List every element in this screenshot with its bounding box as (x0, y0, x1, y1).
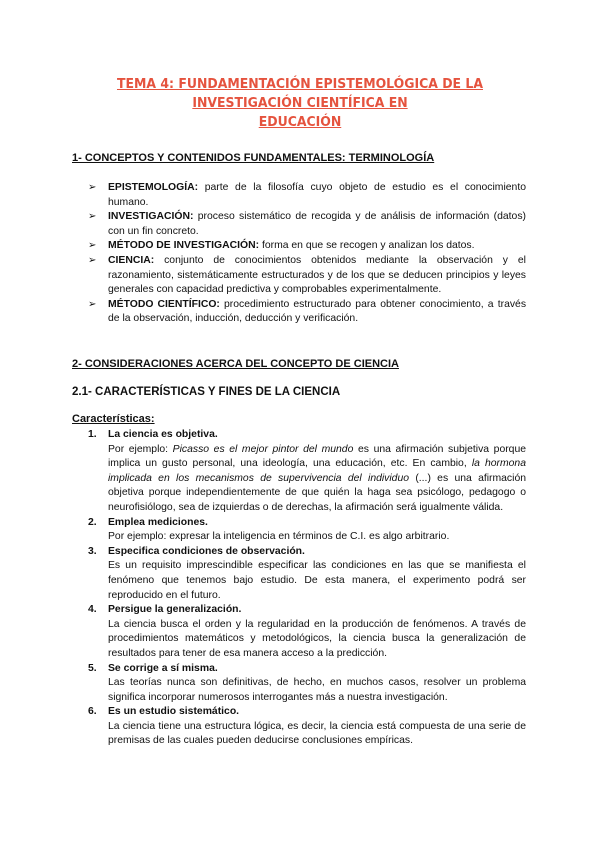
definition: proceso sistemático de recogida y de análisis de información (datos) con un fin concreto. (108, 211, 526, 237)
document-title (77, 75, 523, 132)
text-run: Por ejemplo: (108, 443, 173, 455)
list-item (88, 516, 526, 545)
definition: parte de la filosofía cuyo objeto de estudio es el conocimiento humano. (108, 182, 526, 208)
definition: procedimiento estructurado para obtener conocimiento, a través de la observación, inducción, deducción y verificación. (108, 298, 527, 325)
item-title: Emplea mediciones. (108, 516, 208, 528)
item-title: Es un estudio sistemático. (108, 706, 240, 718)
list-item (88, 428, 526, 516)
text-run: (...) es una afirmación objetiva porque independientemente de que quién la haga sea psicólogo, pedagogo o neurofisiólogo, sea de izquierdas o de derechas, la afirmación será igualmente válida. (108, 472, 526, 513)
definition: conjunto de conocimientos obtenidos mediante la observación y el razonamiento, sistemáticamente estructurados y de los que se deducen principios y leyes generales con capacidad predictiva y comprobables experimentalmente. (108, 254, 526, 296)
list-item (88, 254, 526, 298)
section-2-1-heading: 2.1- CARACTERÍSTICAS Y FINES DE LA CIENCIA (72, 386, 341, 398)
item-number: 4. (88, 604, 97, 616)
arrow-bullet-icon: ➢ (88, 298, 97, 310)
item-text: Las teorías nunca son definitivas, de hecho, en muchos casos, resolver un problema significa incorporar numerosos interrogantes más a nuestra investigación. (108, 677, 526, 703)
terminology-list (88, 181, 526, 327)
item-text: La ciencia busca el orden y la regularidad en la producción de fenómenos. A través de procedimientos matemáticos y metodológicos, la ciencia busca la generalización de resultados para tener de esa manera acceso a la predicción. (108, 618, 526, 659)
item-text: Por ejemplo: expresar la inteligencia en términos de C.I. es algo arbitrario. (108, 531, 450, 543)
list-item (88, 545, 526, 603)
definition: forma en que se recogen y analizan los datos. (259, 240, 475, 252)
arrow-bullet-icon: ➢ (88, 240, 97, 252)
item-number: 6. (88, 706, 97, 718)
item-number: 2. (88, 516, 97, 528)
list-item (88, 181, 526, 210)
characteristics-label (72, 413, 155, 425)
characteristics-label-colon: : (150, 413, 155, 425)
item-title: Especifica condiciones de observación. (108, 545, 305, 557)
item-text: La ciencia tiene una estructura lógica, es decir, la ciencia está compuesta de una serie de premisas de las cuales pueden deducirse conclusiones empíricas. (108, 720, 526, 747)
term: MÉTODO CIENTÍFICO: (108, 298, 220, 310)
list-item (88, 210, 526, 239)
arrow-bullet-icon: ➢ (88, 254, 97, 266)
title-line-2: EDUCACIÓN (258, 115, 342, 130)
title-line-1: TEMA 4: FUNDAMENTACIÓN EPISTEMOLÓGICA DE LA INVESTIGACIÓN CIENTÍFICA EN (116, 77, 483, 111)
list-item (88, 603, 526, 661)
arrow-bullet-icon: ➢ (88, 211, 97, 223)
item-number: 3. (88, 545, 97, 557)
section-1-heading: 1- CONCEPTOS Y CONTENIDOS FUNDAMENTALES: TERMINOLOGÍA (72, 152, 435, 164)
text-run: es una afirmación subjetiva porque implica un gusto personal, una ideología, una educación, etc. En cambio, (108, 443, 527, 470)
italic-run: la hormona implicada en los mecanismos de supervivencia del individuo (108, 458, 526, 484)
list-item (88, 662, 526, 706)
term: CIENCIA: (108, 254, 155, 266)
item-title: Persigue la generalización. (108, 604, 242, 616)
italic-run: Picasso es el mejor pintor del mundo (172, 443, 354, 455)
item-text (108, 443, 526, 516)
item-number: 5. (88, 662, 97, 674)
term: MÉTODO DE INVESTIGACIÓN: (108, 240, 260, 252)
characteristics-list (88, 428, 526, 749)
list-item (88, 298, 526, 327)
term: INVESTIGACIÓN: (108, 211, 194, 223)
characteristics-label-text: Características (72, 413, 151, 425)
list-item (88, 239, 526, 254)
item-title: La ciencia es objetiva. (108, 429, 218, 440)
item-text: Es un requisito imprescindible especificar las condiciones en las que se manifiesta el fenómeno que tenemos bajo estudio. De esta manera, el experimento podrá ser reproducido en el futuro. (108, 560, 526, 601)
item-title: Se corrige a sí misma. (108, 662, 218, 674)
list-item (88, 705, 526, 749)
section-2-heading: 2- CONSIDERACIONES ACERCA DEL CONCEPTO DE CIENCIA (72, 358, 399, 370)
arrow-bullet-icon: ➢ (88, 182, 97, 193)
item-number: 1. (88, 429, 97, 440)
term: EPISTEMOLOGÍA: (108, 182, 199, 193)
